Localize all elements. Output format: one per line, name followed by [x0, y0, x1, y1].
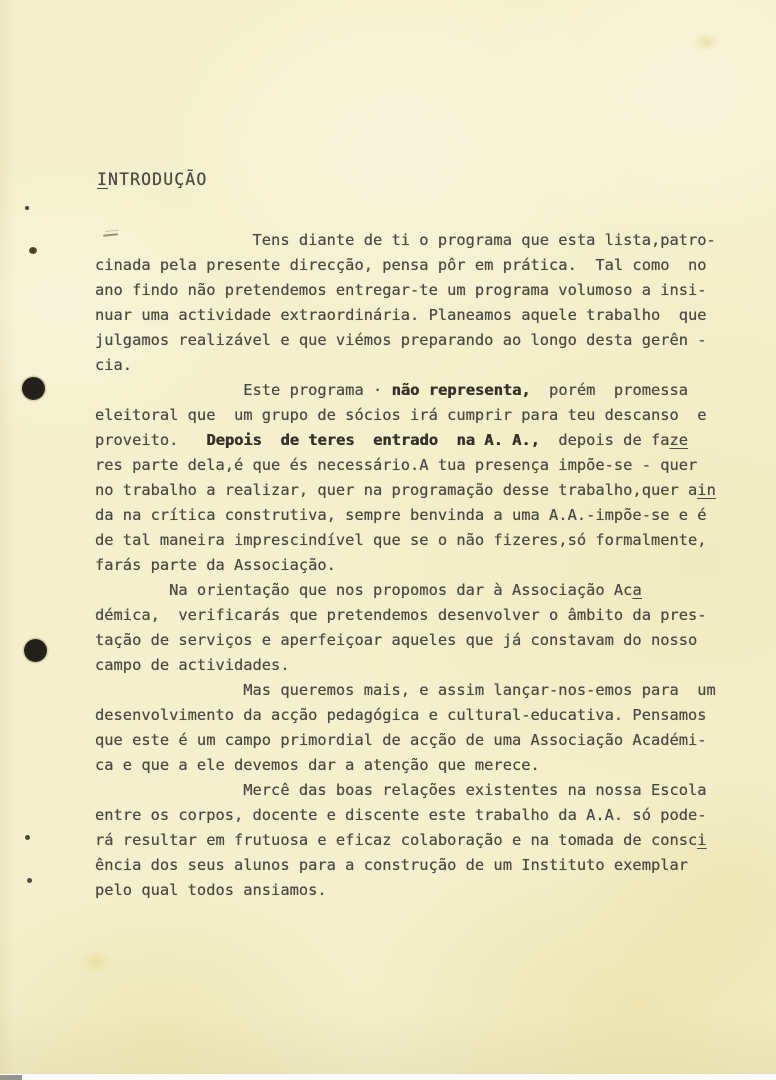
text-segment: proveito.	[95, 431, 207, 449]
text-line	[95, 853, 755, 878]
text-segment: eleitoral que um grupo de sócios irá cumprir para teu descanso e	[95, 406, 707, 424]
text-segment: de tal maneira imprescindível que se o não fizeres,só formalmente,	[95, 531, 707, 549]
ink-speck	[25, 206, 29, 210]
text-segment: no trabalho a realizar, quer na programação desse trabalho,quer a	[95, 481, 698, 499]
text-segment: res parte dela,é que és necessário.A tua presença impõe-se - quer	[95, 456, 698, 474]
text-segment: julgamos realizável e que viémos preparando ao longo desta gerên -	[95, 331, 707, 349]
text-line	[95, 403, 755, 428]
text-segment: desenvolvimento da acção pedagógica e cultural-educativa. Pensamos	[95, 706, 707, 724]
punch-hole-top	[22, 377, 45, 400]
text-line	[95, 703, 755, 728]
text-line	[95, 353, 755, 378]
ink-speck	[25, 835, 30, 840]
text-segment: porém promessa	[530, 381, 689, 399]
text-segment: démica, verificarás que pretendemos desenvolver o âmbito da pres-	[95, 606, 707, 624]
text-segment: Mercê das boas relações existentes na nossa Escola	[95, 781, 707, 799]
text-line	[95, 453, 755, 478]
bold-text-segment: Depois de teres entrado na A. A.,	[206, 431, 540, 449]
text-line	[95, 803, 755, 828]
underlined-text-segment: I	[97, 170, 109, 189]
text-line	[95, 828, 755, 853]
text-segment: depois de fa	[539, 431, 670, 449]
text-line	[95, 303, 755, 328]
scanner-edge	[0, 1074, 776, 1080]
underlined-text-segment: ze	[669, 431, 689, 449]
text-line	[95, 578, 755, 603]
text-line	[95, 878, 755, 903]
text-line	[95, 528, 755, 553]
text-segment: ano findo não pretendemos entregar-te um programa volumoso a insi-	[95, 281, 707, 299]
text-line	[95, 478, 755, 503]
text-segment: Mas queremos mais, e assim lançar-nos-emos para um	[95, 681, 716, 699]
text-segment: cinada pela presente direcção, pensa pôr em prática. Tal como no	[95, 256, 707, 274]
text-segment: que este é um campo primordial de acção de uma Associação Académi-	[95, 731, 707, 749]
text-line	[95, 753, 755, 778]
ink-speck	[29, 247, 37, 254]
punch-hole-bottom	[24, 639, 47, 662]
underlined-text-segment: i	[697, 831, 707, 849]
scanner-edge-corner	[0, 1075, 22, 1080]
underlined-text-segment: in	[697, 481, 716, 499]
text-line	[95, 428, 755, 453]
document-heading	[97, 169, 207, 191]
bold-text-segment: não representa,	[391, 381, 531, 399]
text-line	[95, 278, 755, 303]
text-line	[95, 603, 755, 628]
text-segment: nuar uma actividade extraordinária. Planeamos aquele trabalho que	[95, 306, 707, 324]
text-segment: rá resultar em frutuosa e eficaz colaboração e na tomada de consc	[95, 831, 698, 849]
text-segment: Na orientação que nos propomos dar à Associação Ac	[95, 581, 633, 599]
text-segment: ência dos seus alunos para a construção de um Instituto exemplar	[95, 856, 689, 874]
text-segment: pelo qual todos ansiamos.	[95, 881, 327, 899]
text-line	[95, 628, 755, 653]
document-body	[95, 228, 755, 903]
text-segment: tação de serviços e aperfeiçoar aqueles que já constavam do nosso	[95, 631, 698, 649]
text-line	[95, 328, 755, 353]
text-line	[95, 228, 755, 253]
text-segment: da na crítica construtiva, sempre benvinda a uma A.A.-impõe-se e é	[95, 506, 707, 524]
text-line	[95, 653, 755, 678]
text-line	[95, 778, 755, 803]
underlined-text-segment: a	[632, 581, 642, 599]
text-segment: Tens diante de ti o programa que esta lista,patro-	[95, 231, 716, 249]
text-line	[95, 678, 755, 703]
ink-speck	[27, 878, 32, 883]
text-segment: cia.	[95, 356, 133, 374]
text-line	[95, 253, 755, 278]
text-line	[95, 728, 755, 753]
text-segment: Este programa ·	[95, 381, 392, 399]
text-segment: ca e que a ele devemos dar a atenção que merece.	[95, 756, 540, 774]
text-segment: campo de actividades.	[95, 656, 290, 674]
text-segment: NTRODUÇÃO	[108, 170, 208, 189]
text-line	[95, 503, 755, 528]
text-line	[95, 553, 755, 578]
text-segment: farás parte da Associação.	[95, 556, 336, 574]
text-segment: entre os corpos, docente e discente este trabalho da A.A. só pode-	[95, 806, 707, 824]
text-line	[95, 378, 755, 403]
